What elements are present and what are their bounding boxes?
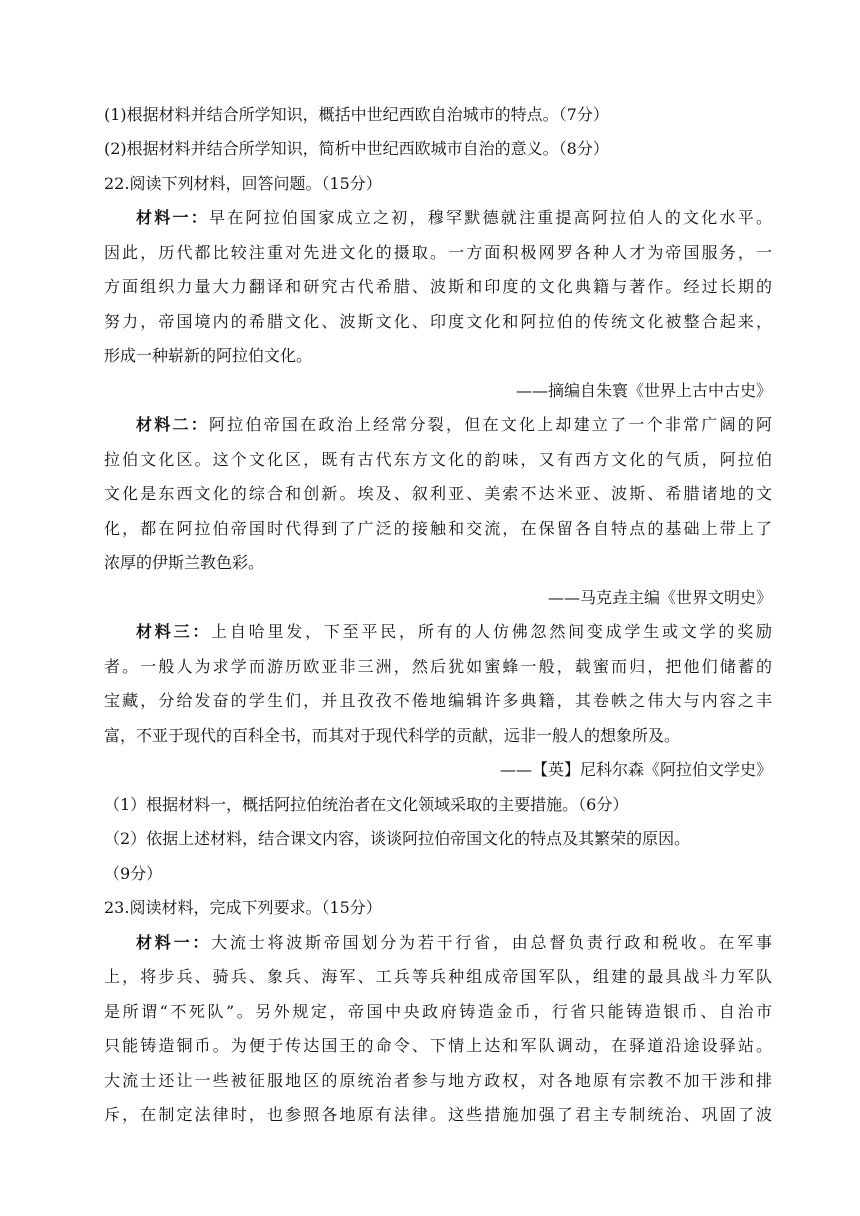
material-label: 材料一： [136,933,212,952]
material-1-line-4: 努力，帝国境内的希腊文化、波斯文化、印度文化和阿拉伯的传统文化被整合起来， [104,312,772,331]
q23-material-1-line-3: 是所谓“不死队”。另外规定，帝国中央政府铸造金币，行省只能铸造银币、自治市 [104,1002,772,1021]
material-3-line-3: 宝藏，分给发奋的学生们，并且孜孜不倦地编辑许多典籍，其卷帙之伟大与内容之丰 [104,691,772,710]
material-3-source: ——【英】尼科尔森《阿拉伯文学史》 [499,760,772,779]
question-22-heading: 22.阅读下列材料，回答问题。（15分） [104,174,382,193]
question-21-1: (1)根据材料并结合所学知识，概括中世纪西欧自治城市的特点。（7分） [104,105,609,124]
material-2-line-4: 化，都在阿拉伯帝国时代得到了广泛的接触和交流，在保留各自特点的基础上带上了 [104,519,772,538]
q23-material-1-line-1: 材料一：大流士将波斯帝国划分为若干行省，由总督负责行政和税收。在军事 [136,933,772,952]
material-1-line-5: 形成一种崭新的阿拉伯文化。 [104,346,313,365]
material-1-line-1: 材料一：早在阿拉伯国家成立之初，穆罕默德就注重提高阿拉伯人的文化水平。 [136,208,772,227]
question-22-1: （1）根据材料一，概括阿拉伯统治者在文化领域采取的主要措施。（6分） [104,795,629,814]
q23-material-1-line-4: 只能铸造铜币。为便于传达国王的命令、下情上达和军队调动，在驿道沿途设驿站。 [104,1036,772,1055]
material-label: 材料一： [136,208,209,227]
question-22-2-score: （9分） [104,864,163,883]
q23-material-1-line-5: 大流士还让一些被征服地区的原统治者参与地方政权，对各地原有宗教不加干涉和排 [104,1071,772,1090]
material-1-source: ——摘编自朱寰《世界上古中古史》 [515,381,772,400]
material-1-line-2: 因此，历代都比较注重对先进文化的摄取。一方面积极网罗各种人才为帝国服务，一 [104,243,772,262]
question-23-heading: 23.阅读材料，完成下列要求。（15分） [104,898,382,917]
material-label: 材料三： [136,622,212,641]
material-2-line-1: 材料二：阿拉伯帝国在政治上经常分裂，但在文化上却建立了一个非常广阔的阿 [136,415,772,434]
q23-material-1-line-2: 上，将步兵、骑兵、象兵、海军、工兵等兵种组成帝国军队，组建的最具战斗力军队 [104,967,772,986]
material-2-line-3: 文化是东西文化的综合和创新。埃及、叙利亚、美索不达米亚、波斯、希腊诸地的文 [104,484,772,503]
material-1-line-3: 方面组织力量大力翻译和研究古代希腊、波斯和印度的文化典籍与著作。经过长期的 [104,277,772,296]
q23-material-1-line-6: 斥，在制定法律时，也参照各地原有法律。这些措施加强了君主专制统治、巩固了波 [104,1105,772,1124]
question-21-2: (2)根据材料并结合所学知识，简析中世纪西欧城市自治的意义。（8分） [104,139,609,158]
material-2-line-2: 拉伯文化区。这个文化区，既有古代东方文化的韵味，又有西方文化的气质，阿拉伯 [104,450,772,469]
material-label: 材料二： [136,415,209,434]
material-2-line-5: 浓厚的伊斯兰教色彩。 [104,553,265,572]
material-3-line-1: 材料三：上自哈里发，下至平民，所有的人仿佛忽然间变成学生或文学的奖励 [136,622,772,641]
material-2-source: ——马克垚主编《世界文明史》 [547,588,772,607]
material-3-line-4: 富，不亚于现代的百科全书，而其对于现代科学的贡献，远非一般人的想象所及。 [104,726,681,745]
material-3-line-2: 者。一般人为求学而游历欧亚非三洲，然后犹如蜜蜂一般，载蜜而归，把他们储蓄的 [104,657,772,676]
question-22-2: （2）依据上述材料，结合课文内容，谈谈阿拉伯帝国文化的特点及其繁荣的原因。 [104,829,691,848]
